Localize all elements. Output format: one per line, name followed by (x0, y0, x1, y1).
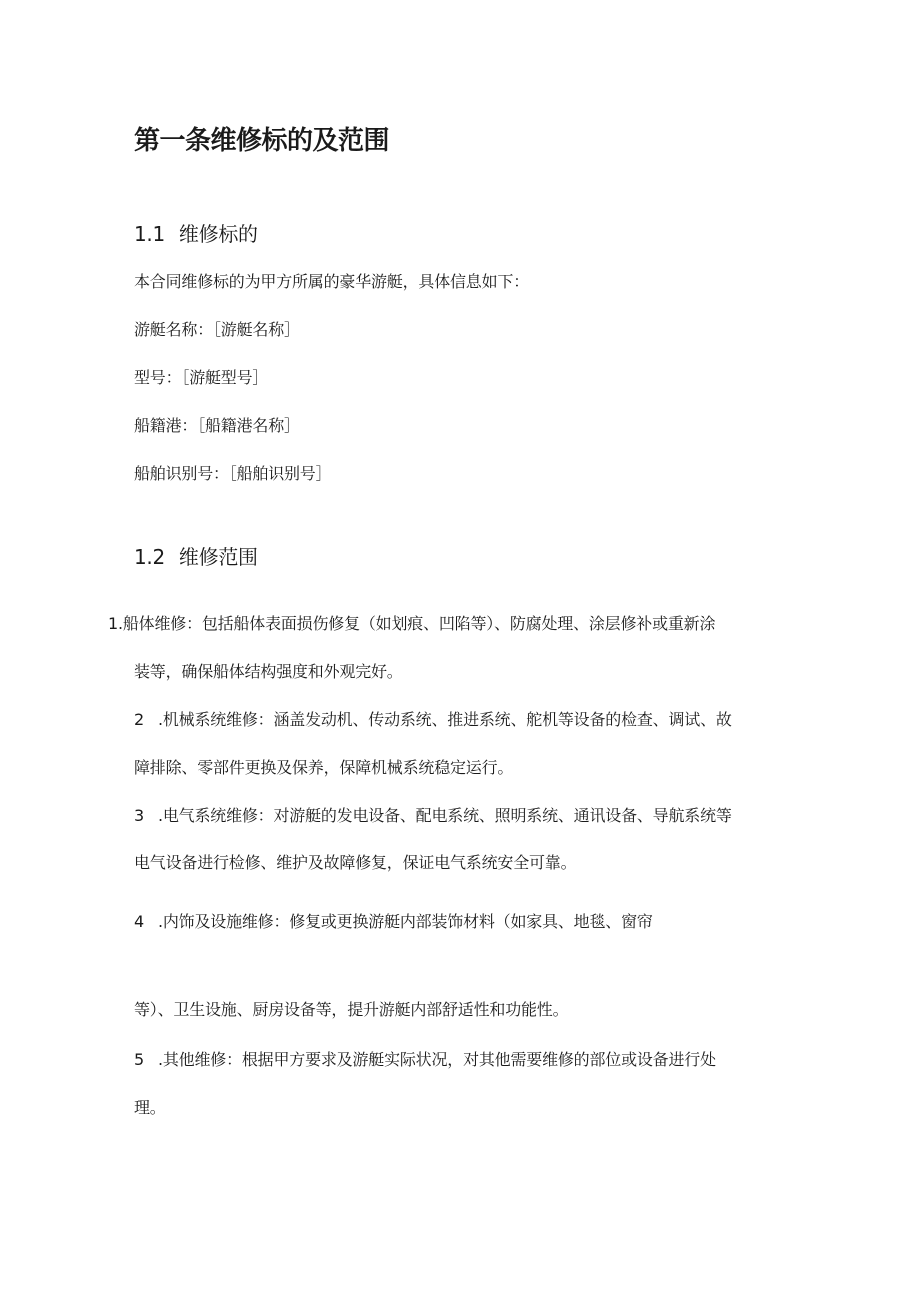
section-1-1-intro: 本合同维修标的为甲方所属的豪华游艇，具体信息如下： (134, 272, 530, 291)
scope-item-2-line-1 (134, 707, 732, 730)
section-number: 1.1 (134, 222, 165, 246)
scope-item-5-line-2: 理。 (134, 1098, 166, 1117)
scope-item-5-line-1 (134, 1047, 716, 1070)
scope-item-3-line-2: 电气设备进行检修、维护及故障修复，保证电气系统安全可靠。 (134, 853, 577, 872)
section-1-2-heading (134, 541, 258, 570)
item-text: .电气系统维修：对游艇的发电设备、配电系统、照明系统、通讯设备、导航系统等 (158, 806, 732, 825)
scope-item-1-line-2: 装等，确保船体结构强度和外观完好。 (134, 662, 403, 681)
section-number: 1.2 (134, 545, 165, 569)
field-vessel-id: 船舶识别号：［船舶识别号］ (134, 464, 332, 483)
section-title: 维修范围 (178, 545, 258, 569)
article-title: 第一条维修标的及范围 (134, 126, 390, 156)
item-number: 3 (134, 806, 144, 825)
field-yacht-name: 游艇名称：［游艇名称］ (134, 320, 300, 339)
item-text: .其他维修：根据甲方要求及游艇实际状况，对其他需要维修的部位或设备进行处 (158, 1050, 716, 1069)
scope-item-3-line-1 (134, 803, 732, 826)
item-number: 5 (134, 1050, 144, 1069)
section-title: 维修标的 (178, 222, 258, 246)
scope-item-2-line-2: 障排除、零部件更换及保养，保障机械系统稳定运行。 (134, 758, 514, 777)
scope-item-1-line-1: 1.船体维修：包括船体表面损伤修复（如划痕、凹陷等）、防腐处理、涂层修补或重新涂 (108, 614, 716, 633)
item-text: .内饰及设施维修：修复或更换游艇内部装饰材料（如家具、地毯、窗帘 (158, 912, 653, 931)
scope-item-4-line-2: 等）、卫生设施、厨房设备等，提升游艇内部舒适性和功能性。 (134, 1000, 569, 1019)
item-number: 4 (134, 912, 144, 931)
field-port-of-registry: 船籍港：［船籍港名称］ (134, 416, 300, 435)
scope-item-4-line-1 (134, 909, 653, 932)
item-number: 2 (134, 710, 144, 729)
section-1-1-heading (134, 218, 258, 247)
item-text: .机械系统维修：涵盖发动机、传动系统、推进系统、舵机等设备的检查、调试、故 (158, 710, 732, 729)
field-model: 型号：［游艇型号］ (134, 368, 269, 387)
